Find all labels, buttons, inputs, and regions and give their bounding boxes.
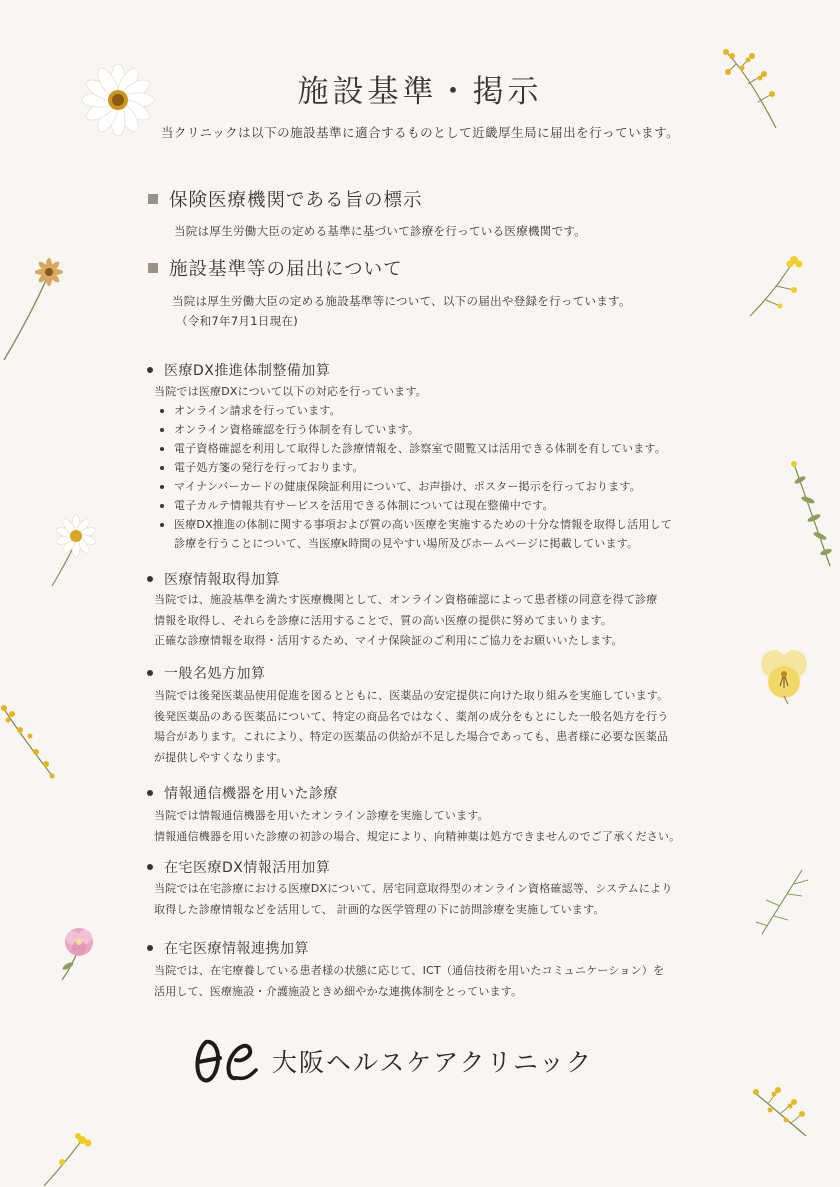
list-item: 医療DX推進の体制に関する事項および質の高い医療を実施するための十分な情報を取得し活用して <box>154 515 672 534</box>
fern-leaf-icon <box>784 460 840 570</box>
item-body-info-acquisition <box>154 590 657 652</box>
clinic-logo <box>192 1036 593 1086</box>
page-title: 施設基準・掲示 <box>297 74 543 110</box>
body-line: 当院では医療DXについて以下の対応を行っています。 <box>154 385 427 398</box>
item-heading-generic-prescription <box>147 663 266 683</box>
bullet-icon <box>147 945 153 951</box>
yellow-pansy-icon <box>758 646 810 706</box>
item-body-homecare-dx <box>154 879 673 920</box>
item-heading-text: 在宅医療情報連携加算 <box>164 941 309 957</box>
clinic-name: 大阪ヘルスケアクリニック <box>272 1048 594 1077</box>
dried-flower-stem-icon <box>0 256 64 364</box>
clinic-logo-mark-icon <box>192 1036 260 1086</box>
item-body-homecare-collab <box>154 961 664 1002</box>
body-line: が提供しやすくなります。 <box>154 750 288 764</box>
body-line: 取得した診療情報などを活用して、 計画的な医学管理の下に訪問診療を実施しています。 <box>154 902 605 916</box>
filings-heading-text: 施設基準等の届出について <box>169 259 403 280</box>
item-heading-text: 医療DX推進体制整備加算 <box>164 363 331 379</box>
item-heading-telemedicine <box>147 783 338 803</box>
item-heading-text: 在宅医療DX情報活用加算 <box>164 860 331 876</box>
list-item: マイナンバーカードの健康保険証利用について、お声掛け、ポスター掲示を行っております。 <box>154 477 672 496</box>
body-line: 当院では後発医薬品使用促進を図るとともに、医薬品の安定提供に向けた取り組みを実施しています。 <box>154 689 669 702</box>
intro-text: 当クリニックは以下の施設基準に適合するものとして近畿厚生局に届出を行っています。 <box>160 125 680 140</box>
pink-flower-icon <box>54 922 104 982</box>
dx-bullet-list <box>154 401 672 534</box>
bullet-icon <box>147 670 153 676</box>
mimosa-cluster-icon <box>750 1084 810 1140</box>
bullet-continuation: 診療を行うことについて、当医療k時間の見やすい場所及びホームページに掲載しています。 <box>174 537 639 550</box>
body-line: 情報通信機器を用いた診療の初診の場合、規定により、向精神薬は処方できませんのでご了承ください。 <box>154 829 681 843</box>
body-line: 当院では、在宅療養している患者様の状態に応じて、ICT（通信技術を用いたコミュニケーション）を <box>154 964 665 977</box>
insurance-body: 当院は厚生労働大臣の定める基準に基づいて診療を行っている医療機関です。 <box>174 224 587 238</box>
square-marker-icon <box>148 194 158 204</box>
bullet-icon <box>147 367 153 373</box>
list-item: 電子処方箋の発行を行っております。 <box>154 458 672 477</box>
item-heading-homecare-dx <box>147 857 330 877</box>
insurance-heading-text: 保険医療機関である旨の標示 <box>169 190 423 211</box>
body-line: 正確な診療情報を取得・活用するため、マイナ保険証のご利用にご協力をお願いいたします。 <box>154 634 623 647</box>
yellow-blossom-bottom-icon <box>40 1130 100 1187</box>
item-heading-homecare-collab <box>147 938 309 958</box>
filings-heading <box>148 255 403 281</box>
square-marker-icon <box>148 263 158 273</box>
item-heading-info-acquisition <box>147 569 280 589</box>
yellow-flower-sprig-icon <box>736 250 808 322</box>
filings-body: 当院は厚生労働大臣の定める施設基準等について、以下の届出や登録を行っています。 <box>172 294 631 308</box>
item-body-telemedicine <box>154 806 680 847</box>
bullet-icon <box>147 790 153 796</box>
list-item: オンライン資格確認を行う体制を有しています。 <box>154 420 672 439</box>
filings-date: （令和7年7月1日現在) <box>176 314 299 328</box>
body-line: 後発医薬品のある医薬品について、特定の商品名ではなく、薬剤の成分をもとにした一般名処方を行う <box>154 709 669 723</box>
body-line: 場合があります。これにより、特定の医薬品の供給が不足した場合であっても、患者様に必要な医薬品 <box>154 730 669 743</box>
mimosa-sprig-left-icon <box>0 700 60 784</box>
item-heading-text: 一般名処方加算 <box>164 666 266 682</box>
item-body-generic-prescription <box>154 686 669 768</box>
item-heading-text: 医療情報取得加算 <box>164 572 280 588</box>
item-body-dx <box>154 382 672 553</box>
item-heading-dx <box>147 360 330 380</box>
item-heading-text: 情報通信機器を用いた診療 <box>164 786 338 802</box>
list-item: 電子カルテ情報共有サービスを活用できる体制については現在整備中です。 <box>154 496 672 515</box>
fern-sprig-right-icon <box>752 866 812 938</box>
bullet-icon <box>147 864 153 870</box>
body-line: 情報を取得し、それらを診療に活用することで、質の高い医療の提供に努めてまいります。 <box>154 613 613 627</box>
bullet-icon <box>147 576 153 582</box>
list-item: 電子資格確認を利用して取得した診療情報を、診察室で閲覧又は活用できる体制を有しています。 <box>154 439 672 458</box>
small-daisy-icon <box>44 514 104 588</box>
list-item: オンライン請求を行っています。 <box>154 401 672 420</box>
insurance-heading <box>148 186 423 212</box>
body-line: 当院では在宅診療における医療DXについて、居宅同意取得型のオンライン資格確認等、システムにより <box>154 882 673 895</box>
body-line: 活用して、医療施設・介護施設ときめ細やかな連携体制をとっています。 <box>154 984 523 998</box>
body-line: 当院では情報通信機器を用いたオンライン診療を実施しています。 <box>154 809 489 822</box>
body-line: 当院では、施設基準を満たす医療機関として、オンライン資格確認によって患者様の同意を得て診療 <box>154 593 658 606</box>
